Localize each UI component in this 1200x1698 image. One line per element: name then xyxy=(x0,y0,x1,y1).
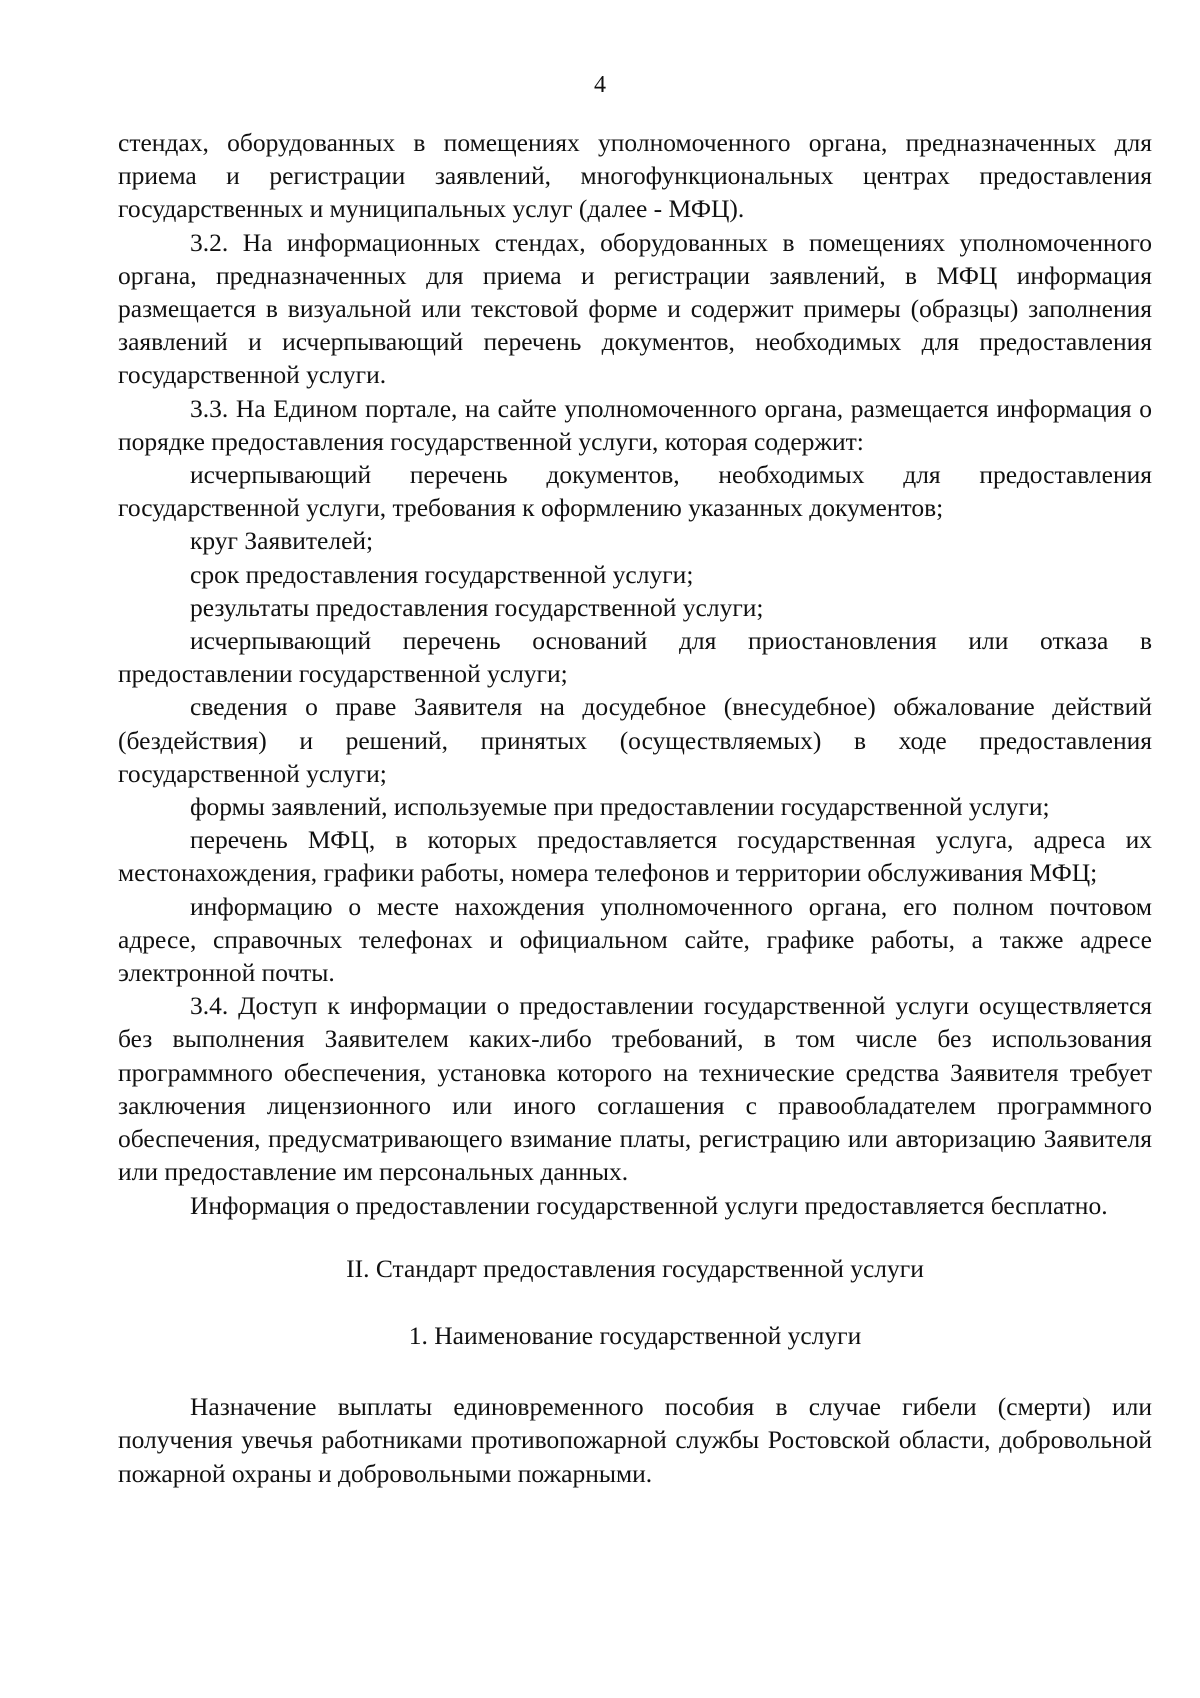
list-item-authority-info: информацию о месте нахождения уполномоченного органа, его полном почтовом адресе, справочных телефонах и официальном сайте, графике работы, а также адресе электронной почты. xyxy=(118,891,1152,988)
subsection-heading: 1. Наименование государственной услуги xyxy=(408,1320,862,1350)
list-item-mfc-list: перечень МФЦ, в которых предоставляется государственная услуга, адреса их местонахождения, графики работы, номера телефонов и территории обслуживания МФЦ; xyxy=(118,825,1152,888)
paragraph-intro-continuation: стендах, оборудованных в помещениях уполномоченного органа, предназначенных для приема и регистрации заявлений, многофункциональных центрах предоставления государственных и муниципальных услуг (далее - МФЦ). xyxy=(118,128,1152,224)
paragraph-3-4: 3.4. Доступ к информации о предоставлении государственной услуги осуществляется без выполнения Заявителем каких-либо требований, в том числе без использования программного обеспечения, установка которого на технические средства Заявителя требует заключения лицензионного или иного соглашения с правообладателем программного обеспечения, предусматривающего взимание платы, регистрацию или авторизацию Заявителя или предоставление им персональных данных. xyxy=(118,991,1152,1187)
spacer xyxy=(118,1285,1152,1319)
spacer xyxy=(118,1222,1152,1252)
list-item-applicants: круг Заявителей; xyxy=(190,526,374,556)
list-item-documents: исчерпывающий перечень документов, необходимых для предоставления государственной услуги, требования к оформлению указанных документов; xyxy=(118,460,1152,523)
spacer xyxy=(118,1352,1152,1390)
paragraph-free-of-charge: Информация о предоставлении государственной услуги предоставляется бесплатно. xyxy=(190,1190,1108,1220)
paragraph-3-2: 3.2. На информационных стендах, оборудованных в помещениях уполномоченного органа, предназначенных для приема и регистрации заявлений, в МФЦ информация размещается в визуальной или текстовой форме и содержит примеры (образцы) заполнения заявлений и исчерпывающий перечень документов, необходимых для предоставления государственной услуги. xyxy=(118,227,1152,390)
list-item-term: срок предоставления государственной услуги; xyxy=(190,559,694,589)
document-body xyxy=(118,126,1152,1490)
paragraph-service-name: Назначение выплаты единовременного пособия в случае гибели (смерти) или получения увечья работниками противопожарной службы Ростовской области, добровольной пожарной охраны и добровольными пожарными. xyxy=(118,1392,1152,1488)
paragraph-3-3: 3.3. На Едином портале, на сайте уполномоченного органа, размещается информация о порядке предоставления государственной услуги, которая содержит: xyxy=(118,393,1152,456)
list-item-appeal-rights: сведения о праве Заявителя на досудебное (внесудебное) обжалование действий (бездействия) и решений, принятых (осуществляемых) в ходе предоставления государственной услуги; xyxy=(118,692,1152,788)
section-heading: II. Стандарт предоставления государственной услуги xyxy=(346,1253,924,1283)
list-item-refusal-grounds: исчерпывающий перечень оснований для приостановления или отказа в предоставлении государственной услуги; xyxy=(118,626,1152,689)
page-number: 4 xyxy=(594,72,606,98)
list-item-results: результаты предоставления государственной услуги; xyxy=(190,592,764,622)
list-item-forms: формы заявлений, используемые при предоставлении государственной услуги; xyxy=(190,792,1050,822)
